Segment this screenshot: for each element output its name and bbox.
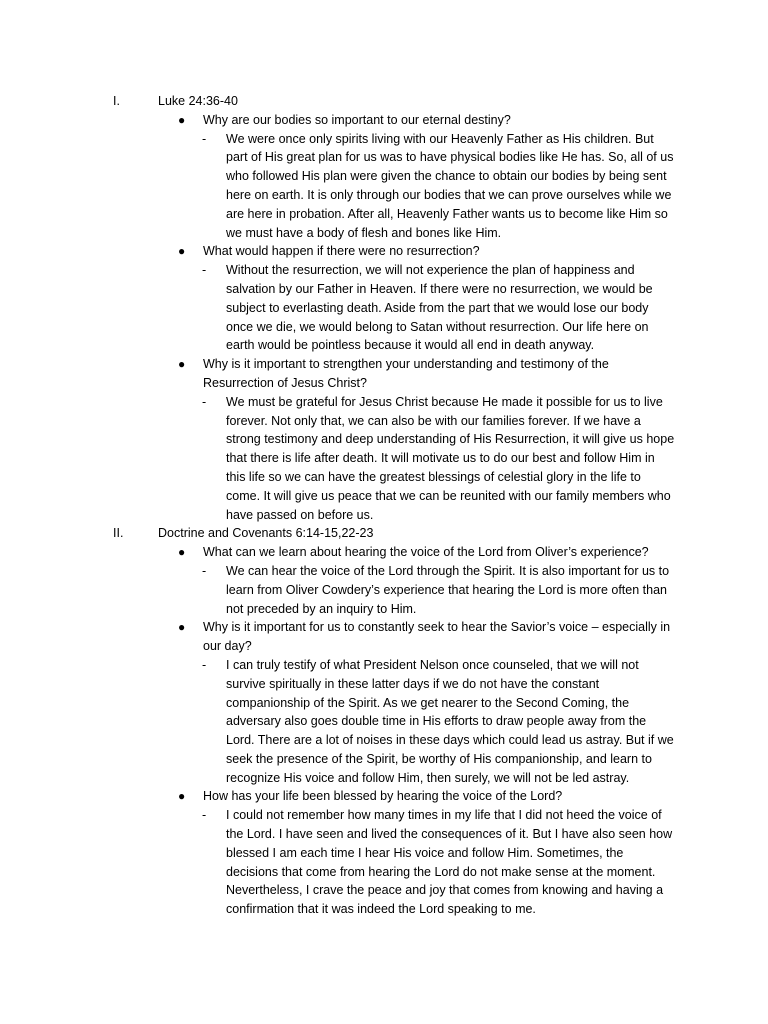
question-text: Why are our bodies so important to our eternal destiny?	[203, 112, 511, 127]
question-item	[0, 543, 675, 562]
answer-text: We can hear the voice of the Lord through the Spirit. It is also important for us to learn from Oliver Cowdery’s experience that hearing the Lord is more often than not preceded by an inquiry to Him.	[226, 563, 670, 616]
question-item	[0, 242, 675, 261]
bullet-icon: ●	[178, 357, 186, 372]
answer-text: Without the resurrection, we will not experience the plan of happiness and salvation by our Father in Heaven. If there were no resurrection, we would be subject to everlasting death. Aside from the part that we would lose our body once we die, we would belong to Satan without resurrection. Our life here on earth would be pointless because it would all end in death anyway.	[226, 263, 653, 353]
section-heading	[0, 524, 768, 543]
dash-icon: -	[202, 563, 207, 578]
answer-text: We were once only spirits living with our Heavenly Father as His children. But part of His great plan for us was to have physical bodies like He has. So, all of us who followed His plan were given the chance to obtain our bodies by being sent here on earth. It is only through our bodies that we can prove ourselves while we are here in probation. After all, Heavenly Father wants us to become like Him so we must have a body of flesh and bones like Him.	[226, 131, 674, 240]
bullet-icon: ●	[178, 244, 186, 259]
answer-item	[0, 806, 676, 919]
answer-item	[0, 130, 676, 243]
section-2	[0, 524, 768, 919]
section-title: Doctrine and Covenants 6:14-15,22-23	[158, 526, 374, 541]
question-item	[0, 618, 675, 656]
dash-icon: -	[202, 657, 207, 672]
question-text: What would happen if there were no resurrection?	[203, 244, 480, 259]
answer-text: We must be grateful for Jesus Christ because He made it possible for us to live forever. Not only that, we can also be with our families forever. If we have a strong testimony and deep understanding of His Resurrection, it will give us hope that there is life after death. It will motivate us to do our best and follow Him in this life so we can have the greatest blessings of celestial glory in the life to come. It will give us peace that we can be reunited with our family members who have passed on before us.	[226, 394, 675, 522]
section-heading	[0, 92, 768, 111]
section-1	[0, 92, 768, 524]
bullet-icon: ●	[178, 620, 186, 635]
dash-icon: -	[202, 131, 207, 146]
answer-text: I can truly testify of what President Nelson once counseled, that we will not survive spiritually in these latter days if we do not have the constant companionship of the Spirit. As we get nearer to the Second Coming, the adversary also goes double time in His efforts to draw people away from the Lord. There are a lot of noises in these days which could lead us astray. But if we seek the presence of the Spirit, be worthy of His companionship, and learn to recognize His voice and follow Him, then surely, we will not be led astray.	[226, 657, 674, 785]
section-numeral: II.	[113, 526, 124, 541]
section-numeral: I.	[113, 94, 120, 108]
section-title: Luke 24:36-40	[158, 94, 238, 108]
question-item	[0, 111, 675, 130]
answer-item	[0, 393, 676, 525]
question-item	[0, 355, 675, 393]
answer-text: I could not remember how many times in my life that I did not heed the voice of the Lord. I have seen and lived the consequences of it. But I have also seen how blessed I am each time I hear His voice and follow Him. Sometimes, the decisions that come from hearing the Lord do not make sense at the moment. Nevertheless, I crave the peace and joy that comes from knowing and having a confirmation that it was indeed the Lord speaking to me.	[226, 808, 673, 917]
question-text: Why is it important for us to constantly seek to hear the Savior’s voice – especially in our day?	[203, 620, 671, 654]
question-text: What can we learn about hearing the voice of the Lord from Oliver’s experience?	[203, 545, 649, 560]
question-text: How has your life been blessed by hearing the voice of the Lord?	[203, 789, 563, 804]
answer-item	[0, 656, 676, 788]
bullet-icon: ●	[178, 545, 186, 560]
question-text: Why is it important to strengthen your understanding and testimony of the Resurrection of Jesus Christ?	[203, 357, 609, 390]
bullet-icon: ●	[178, 789, 186, 804]
dash-icon: -	[202, 394, 207, 409]
document-body	[0, 92, 768, 919]
dash-icon: -	[202, 263, 207, 278]
answer-item	[0, 261, 676, 355]
bullet-icon: ●	[178, 112, 186, 127]
question-item	[0, 787, 675, 806]
answer-item	[0, 562, 676, 618]
dash-icon: -	[202, 808, 207, 823]
